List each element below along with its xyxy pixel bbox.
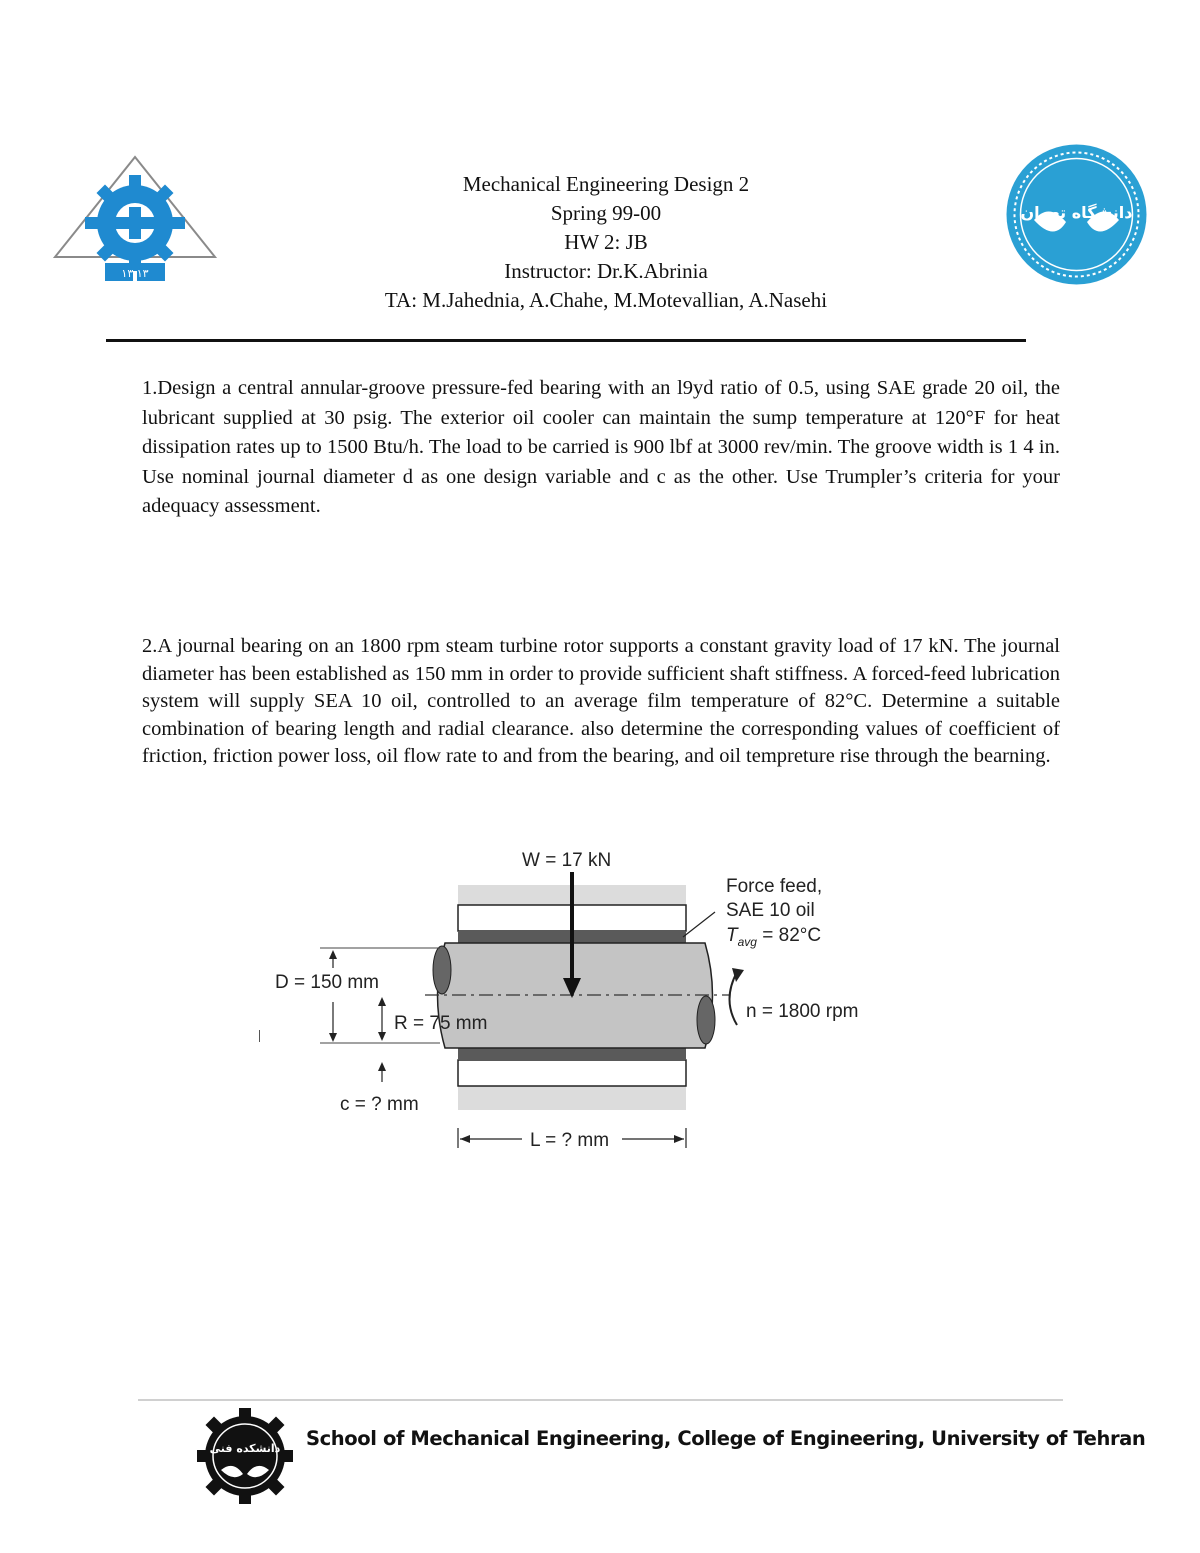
load-label: W = 17 kN bbox=[522, 850, 612, 871]
instructor: Instructor: Dr.K.Abrinia bbox=[504, 259, 708, 283]
temperature-value: = 82°C bbox=[756, 925, 822, 946]
feed-label-line2: SAE 10 oil bbox=[726, 900, 815, 921]
clearance-label: c = ? mm bbox=[340, 1094, 419, 1115]
question-1: 1.Design a central annular-groove pressure-fed bearing with an l9yd ratio of 0.5, using SAE grade 20 oil, the lubricant supplied at 30 psig. The exterior oil cooler can maintain the sump temperature at 120°F for heat dissipation rates up to 1500 Btu/h. The load to be carried is 900 lbf at 3000 rev/min. The groove width is 1 4 in. Use nominal journal diameter d as one design variable and c as the other. Use Trumpler’s criteria for your adequacy assessment. bbox=[142, 377, 1060, 517]
feed-label-line1: Force feed, bbox=[726, 876, 823, 897]
question-2: 2.A journal bearing on an 1800 rpm steam turbine rotor supports a constant gravity load of 17 kN. The journal diameter has been established as 150 mm in order to provide sufficient shaft stiffness. A forced-feed lubrication system will supply SEA 10 oil, controlled to an average film temperature of 82°C. Determine a suitable combination of bearing length and radial clearance. also determine the corresponding values of coefficient of friction, friction power loss, oil flow rate to and from the bearing, and oil tempreture rise through the bearning. bbox=[142, 635, 1060, 767]
left-logo-digits: ۱۳ ۱۳ bbox=[121, 267, 149, 280]
footer-divider bbox=[138, 1399, 1063, 1401]
footer-logo bbox=[197, 1408, 293, 1504]
homework-title: HW 2: JB bbox=[564, 230, 648, 254]
footer-affiliation: School of Mechanical Engineering, College of Engineering, University of Tehran bbox=[306, 1427, 1146, 1450]
right-logo-text: دانشگاه تهران bbox=[1020, 203, 1133, 222]
speed-label: n = 1800 rpm bbox=[746, 1001, 859, 1022]
bearing-figure bbox=[260, 840, 900, 1160]
right-logo-seal bbox=[1004, 142, 1149, 287]
temperature-symbol: T bbox=[726, 925, 738, 946]
length-label: L = ? mm bbox=[530, 1130, 610, 1151]
left-logo-emblem bbox=[50, 155, 220, 290]
temperature-subscript: avg bbox=[737, 935, 757, 949]
term: Spring 99-00 bbox=[550, 201, 662, 225]
header-block bbox=[300, 170, 912, 315]
footer-logo-text: دانشکده فنی bbox=[209, 1442, 281, 1455]
diameter-label: D = 150 mm bbox=[275, 972, 380, 993]
radius-label: R = 75 mm bbox=[394, 1013, 488, 1034]
teaching-assistants: TA: M.Jahednia, A.Chahe, M.Motevallian, A.Nasehi bbox=[384, 288, 828, 312]
header-divider bbox=[106, 339, 1026, 342]
temperature-label bbox=[726, 925, 821, 949]
course-title: Mechanical Engineering Design 2 bbox=[462, 172, 750, 196]
